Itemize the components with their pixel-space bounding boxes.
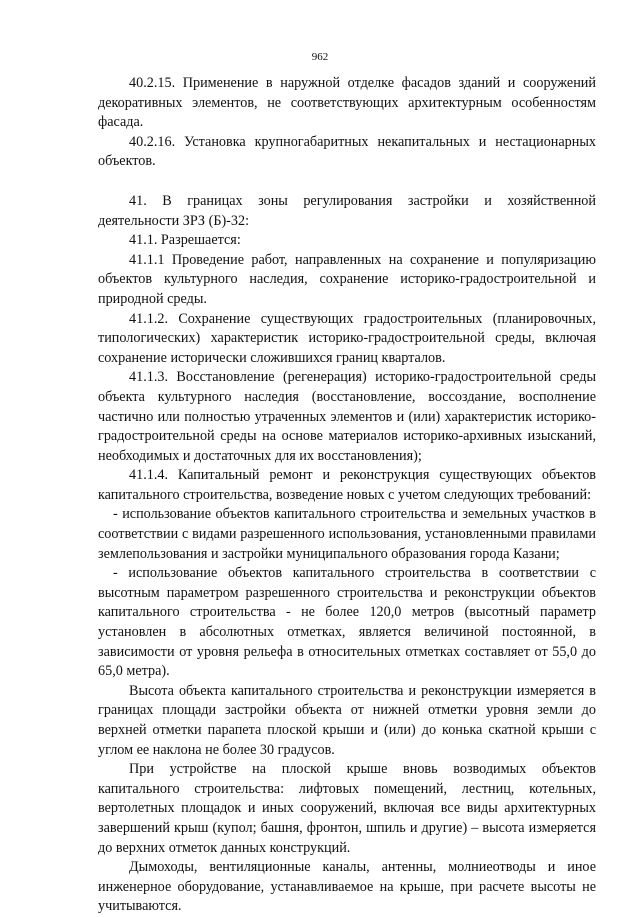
paragraph-41-1-3: 41.1.3. Восстановление (регенерация) историко-градостроительной среды объекта культурного наследия (восстановление, воссоздание, восполнение частично или полностью утраченных элементов и (или) характеристик историко-градостроительной среды на основе материалов историко-архивных изысканий, необходимых и достаточных для их восстановления); [98, 369, 596, 464]
document-body [98, 74, 596, 917]
paragraph-41-1-2: 41.1.2. Сохранение существующих градостроительных (планировочных, типологических) характеристик историко-градостроительной среды, включая сохранение исторически сложившихся границ кварталов. [98, 310, 596, 366]
paragraph-height-measurement: Высота объекта капитального строительства и реконструкции измеряется в границах площади застройки объекта от нижней отметки уровня земли до верхней отметки парапета плоской крыши и (или) до конька скатной крыши с углом ее наклона не более 30 градусов. [98, 682, 596, 758]
list-item-land-use: - использование объектов капитального строительства и земельных участков в соответствии с видами разрешенного использования, установленными правилами землепользования и застройки муниципального образования города Казани; [98, 506, 596, 562]
list-item-height-parameter: - использование объектов капитального строительства в соответствии с высотным параметром разрешенного строительства и реконструкции объектов капитального строительства - не более 120,0 метров (высотный параметр установлен в абсолютных отметках, является величиной постоянной, в зависимости от уровня рельефа в относительных отметках составляет от 55,0 до 65,0 метра). [98, 565, 596, 680]
paragraph-41-1: 41.1. Разрешается: [129, 232, 241, 249]
paragraph-41: 41. В границах зоны регулирования застройки и хозяйственной деятельности ЗРЗ (Б)-32: [98, 192, 596, 229]
paragraph-roof-equipment: Дымоходы, вентиляционные каналы, антенны, молниеотводы и иное инженерное оборудование, устанавливаемое на крыше, при расчете высоты не учитываются. [98, 859, 596, 915]
paragraph-41-1-1: 41.1.1 Проведение работ, направленных на сохранение и популяризацию объектов культурного наследия, сохранение историко-градостроительной и природной среды. [98, 251, 596, 307]
paragraph-roof-structures: При устройстве на плоской крыше вновь возводимых объектов капитального строительства: лифтовых помещений, лестниц, котельных, вертолетных площадок и иных сооружений, включая все виды архитектурных завершений крыш (купол; башня, фронтон, шпиль и другие) – высота измеряется до верхних отметок данных конструкций. [98, 761, 596, 856]
paragraph-40-2-15: 40.2.15. Применение в наружной отделке фасадов зданий и сооружений декоративных элементов, не соответствующих архитектурным особенностям фасада. [98, 75, 596, 131]
paragraph-41-1-4: 41.1.4. Капитальный ремонт и реконструкция существующих объектов капитального строительства, возведение новых с учетом следующих требований: [98, 467, 596, 503]
page-number: 962 [311, 51, 329, 63]
paragraph-40-2-16: 40.2.16. Установка крупногабаритных некапитальных и нестационарных объектов. [98, 133, 596, 170]
